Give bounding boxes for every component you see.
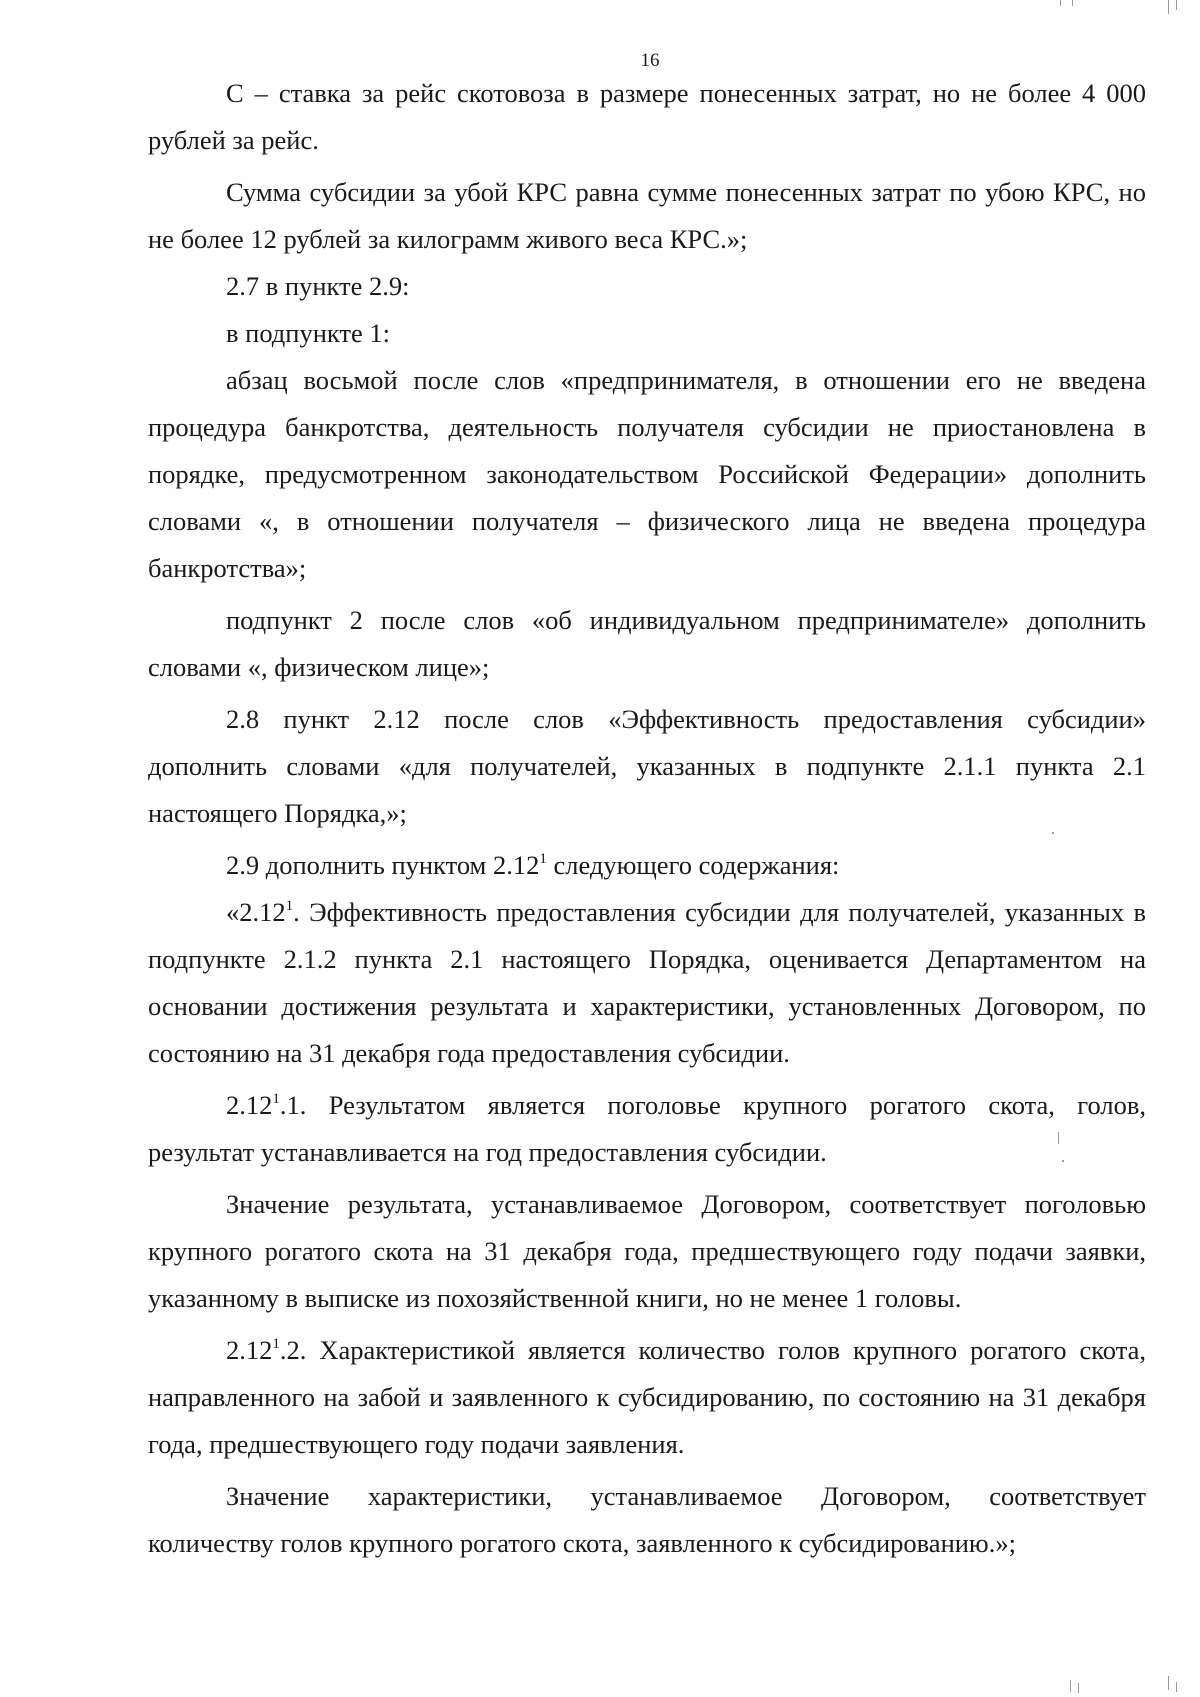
scan-mark xyxy=(1078,1683,1079,1693)
paragraph-2-12-1-2-text: 2.12 xyxy=(226,1335,273,1365)
paragraph-eighth-indent: абзац восьмой после слов «предпринимателя, в отношении его не введена процедура банкротства, деятельность получателя субсидии не приостановлена в порядке, предусмотренном законодательством Российской Федерации» дополнить словами «, в отношении получателя – физического лица не введена процедура банкротства»; xyxy=(148,365,1146,583)
paragraph-2-12-1 xyxy=(148,889,1146,1077)
paragraph-2-12-1-1-text: 2.12 xyxy=(226,1090,273,1120)
paragraph-subitem-1: в подпункте 1: xyxy=(226,318,391,348)
page-number: 16 xyxy=(640,50,660,71)
document-body xyxy=(148,70,1146,1567)
paragraph-subitem-2: подпункт 2 после слов «об индивидуальном предпринимателе» дополнить словами «, физическом лице»; xyxy=(148,605,1146,682)
superscript: 1 xyxy=(272,1091,280,1107)
scan-mark xyxy=(1058,1132,1059,1144)
paragraph-rate-per-trip: С – ставка за рейс скотовоза в размере понесенных затрат, но не более 4 000 рублей за рейс. xyxy=(148,78,1146,155)
superscript: 1 xyxy=(272,1336,280,1352)
paragraph-result-value: Значение результата, устанавливаемое Договором, соответствует поголовью крупного рогатого скота на 31 декабря года, предшествующего году подачи заявки, указанному в выписке из похозяйственной книги, но не менее 1 головы. xyxy=(148,1189,1146,1313)
superscript: 1 xyxy=(285,898,294,914)
scan-mark xyxy=(1052,832,1054,834)
scan-mark xyxy=(1176,0,1177,10)
scan-mark xyxy=(1072,0,1073,6)
paragraph-2-12-1-text-tail: . Эффективность предоставления субсидии для получателей, указанных в подпункте 2.1.2 пункта 2.1 настоящего Порядка, оценивается Департаментом на основании достижения результата и характеристики, установленных Договором, по состоянию на 31 декабря года предоставления субсидии. xyxy=(148,897,1146,1068)
paragraph-2-12-1-2 xyxy=(148,1327,1146,1468)
scan-mark xyxy=(1176,1682,1177,1692)
paragraph-characteristic-value: Значение характеристики, устанавливаемое Договором, соответствует количеству голов крупного рогатого скота, заявленного к субсидированию.»; xyxy=(148,1481,1146,1558)
paragraph-2-7: 2.7 в пункте 2.9: xyxy=(226,271,410,301)
scan-mark xyxy=(1168,0,1169,14)
superscript: 1 xyxy=(539,851,547,867)
scan-mark xyxy=(1070,1680,1071,1692)
paragraph-2-9-text: 2.9 дополнить пунктом 2.12 xyxy=(226,850,540,880)
scan-mark xyxy=(1062,1160,1064,1162)
paragraph-slaughter-subsidy: Сумма субсидии за убой КРС равна сумме понесенных затрат по убою КРС, но не более 12 рублей за килограмм живого веса КРС.»; xyxy=(148,177,1146,254)
paragraph-2-9 xyxy=(148,842,1146,889)
paragraph-2-12-1-1-text-tail: .1. Результатом является поголовье крупного рогатого скота, голов, результат устанавливается на год предоставления субсидии. xyxy=(148,1090,1146,1167)
scan-mark xyxy=(1168,1676,1169,1690)
paragraph-2-12-1-1 xyxy=(148,1082,1146,1176)
paragraph-2-9-text-tail: следующего содержания: xyxy=(546,850,840,880)
paragraph-2-12-1-text: «2.12 xyxy=(226,897,286,927)
paragraph-2-8: 2.8 пункт 2.12 после слов «Эффективность предоставления субсидии» дополнить словами «для получателей, указанных в подпункте 2.1.1 пункта 2.1 настоящего Порядка,»; xyxy=(148,704,1146,828)
scan-mark xyxy=(1060,0,1061,6)
paragraph-2-12-1-2-text-tail: .2. Характеристикой является количество голов крупного рогатого скота, направленного на забой и заявленного к субсидированию, по состоянию на 31 декабря года, предшествующего году подачи заявления. xyxy=(148,1335,1146,1459)
